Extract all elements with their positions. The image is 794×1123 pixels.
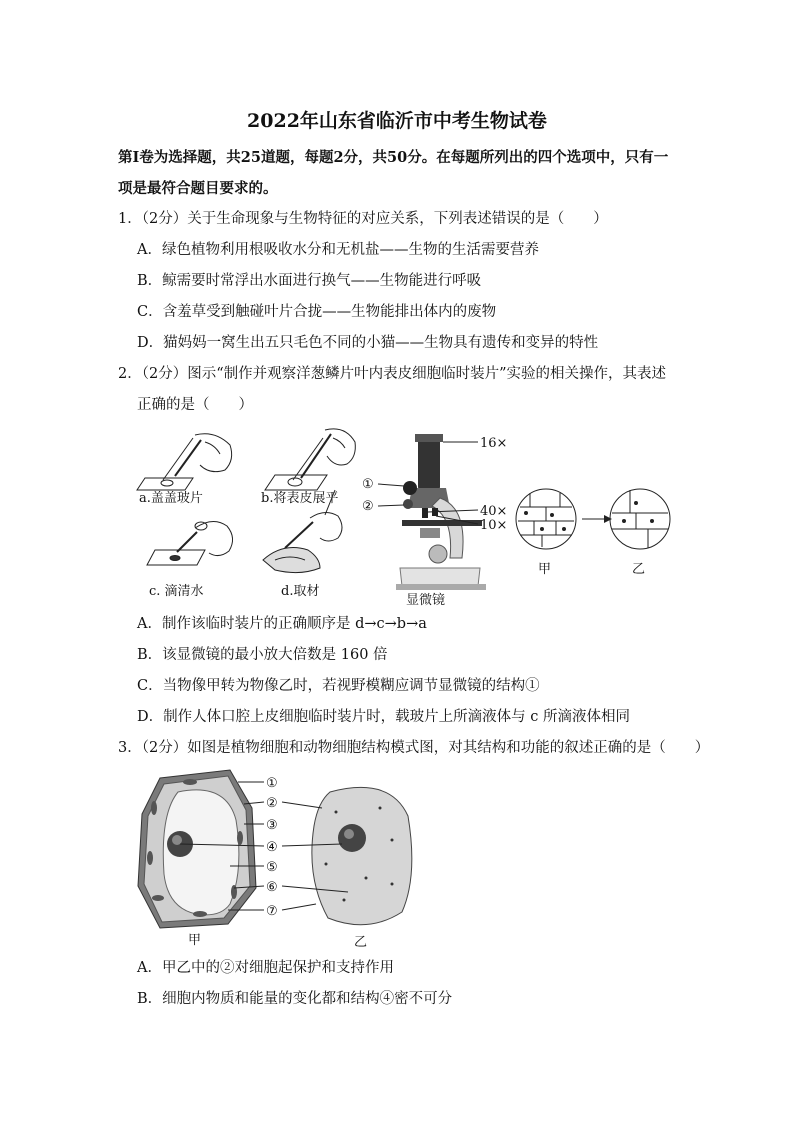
- page-title: 2022年山东省临沂市中考生物试卷: [247, 110, 547, 132]
- eyepiece-label: 16×: [480, 436, 508, 451]
- step-d-label: d.取材: [281, 584, 320, 599]
- animal-cell-drawing: [312, 787, 412, 924]
- part-1-label: ①: [362, 477, 374, 492]
- q1-option-a: A．绿色植物利用根吸收水分和无机盐——生物的生活需要营养: [137, 242, 539, 258]
- step-b-drawing: [265, 429, 355, 490]
- q2-procedure-figure: [135, 420, 375, 605]
- view-yi-drawing: [610, 489, 670, 549]
- section-intro-line1: 第Ⅰ卷为选择题，共25道题，每题2分，共50分。在每题所列出的四个选项中，只有一: [118, 149, 669, 166]
- q1-option-c: C．含羞草受到触碰叶片合拢——生物能排出体内的废物: [137, 304, 497, 320]
- step-a-drawing: [137, 434, 232, 490]
- step-b-label: b.将表皮展平: [261, 491, 339, 506]
- view-yi-label: 乙: [632, 562, 646, 577]
- step-c-drawing: [147, 521, 233, 565]
- objective-high-label: 40×: [480, 504, 508, 519]
- q1-option-b: B．鲸需要时常浮出水面进行换气——生物能进行呼吸: [137, 273, 482, 289]
- cell-label-6: ⑥: [266, 880, 278, 895]
- step-a-label: a.盖盖玻片: [139, 491, 203, 506]
- plant-cell-drawing: [138, 770, 256, 928]
- q3-stem: 3．（2分）如图是植物细胞和动物细胞结构模式图，对其结构和功能的叙述正确的是（ ）: [118, 740, 710, 756]
- q3-option-b: B．细胞内物质和能量的变化都和结构④密不可分: [137, 991, 453, 1007]
- cell-label-7: ⑦: [266, 904, 278, 919]
- q2-option-c: C．当物像甲转为物像乙时，若视野模糊应调节显微镜的结构①: [137, 678, 540, 694]
- cell-yi-label: 乙: [354, 935, 368, 950]
- cell-label-2: ②: [266, 796, 278, 811]
- step-c-label: c. 滴清水: [149, 584, 204, 599]
- q2-stem-line1: 2．（2分）图示“制作并观察洋葱鳞片叶内表皮细胞临时装片”实验的相关操作，其表述: [118, 366, 667, 382]
- cell-jia-label: 甲: [188, 933, 202, 948]
- cell-label-5: ⑤: [266, 860, 278, 875]
- q2-view-figure: [512, 485, 672, 580]
- q2-option-a: A．制作该临时装片的正确顺序是 d→c→b→a: [137, 616, 427, 632]
- q3-option-a: A．甲乙中的②对细胞起保护和支持作用: [137, 960, 394, 976]
- cell-label-4: ④: [266, 840, 278, 855]
- cell-label-1: ①: [266, 776, 278, 791]
- q2-stem-line2: 正确的是（ ）: [137, 397, 253, 413]
- cell-label-3: ③: [266, 818, 278, 833]
- section-intro-line2: 项是最符合题目要求的。: [118, 180, 278, 197]
- microscope-label: 显微镜: [406, 593, 446, 608]
- q1-option-d: D．猫妈妈一窝生出五只毛色不同的小猫——生物具有遗传和变异的特性: [137, 335, 599, 351]
- objective-low-label: 10×: [480, 518, 508, 533]
- q2-option-b: B．该显微镜的最小放大倍数是 160 倍: [137, 647, 388, 663]
- view-jia-label: 甲: [538, 562, 552, 577]
- q3-cell-figure: [130, 768, 420, 950]
- part-2-label: ②: [362, 499, 374, 514]
- microscope-drawing: [396, 434, 486, 590]
- q2-option-d: D．制作人体口腔上皮细胞临时装片时，载玻片上所滴液体与 c 所滴液体相同: [137, 709, 630, 725]
- view-jia-drawing: [516, 489, 576, 549]
- q1-stem: 1．（2分）关于生命现象与生物特征的对应关系，下列表述错误的是（ ）: [118, 211, 608, 227]
